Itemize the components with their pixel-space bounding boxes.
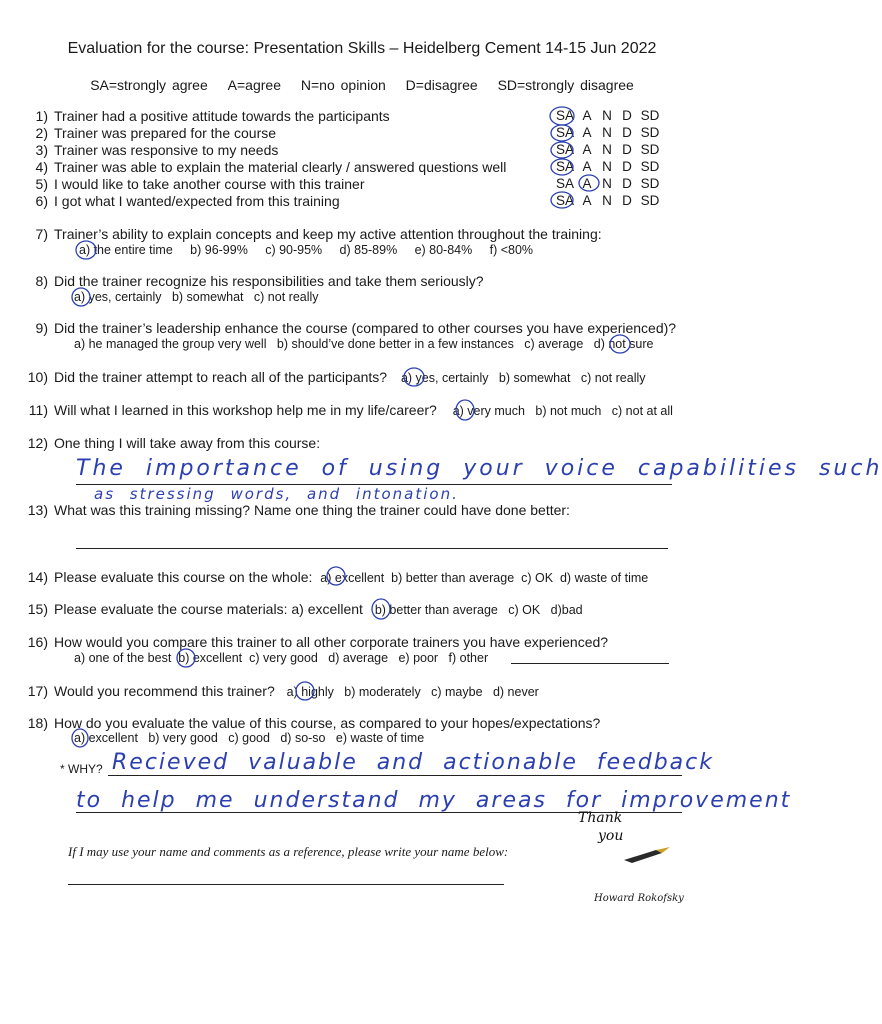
question-14: 14) Please evaluate this course on the whole: a) excellent b) better than average c) OK d) waste of time xyxy=(27,569,649,585)
answer-12-line-2: as stressing words, and intonation. xyxy=(94,485,459,503)
rating-scale-4: SA A N D SD xyxy=(555,159,660,174)
rating-scale-5: SA A N D SD xyxy=(555,176,660,191)
statement-4: 4) Trainer was able to explain the material clearly / answered questions well xyxy=(35,159,507,175)
rating-scale-6: SA A N D SD xyxy=(555,193,660,208)
statement-6: 6) I got what I wanted/expected from this training xyxy=(35,193,340,209)
answer-13-rule xyxy=(76,548,668,549)
question-16-options: a) one of the best b) excellent c) very good d) average e) poor f) other xyxy=(74,651,489,665)
question-7-options: a) the entire time b) 96-99% c) 90-95% d) 85-89% e) 80-84% f) <80% xyxy=(79,243,534,257)
question-10: 10) Did the trainer attempt to reach all of the participants? a) yes, certainly b) somewhat c) not really xyxy=(27,369,646,385)
legend-sa: SA=strongly agree xyxy=(90,77,208,93)
legend-d: D=disagree xyxy=(405,77,478,93)
reference-prompt: If I may use your name and comments as a reference, please write your name below: xyxy=(68,844,509,859)
fountain-pen-icon xyxy=(622,846,672,869)
question-12: 12) One thing I will take away from this course: xyxy=(27,435,321,451)
legend-a: A=agree xyxy=(227,77,281,93)
question-13: 13) What was this training missing? Name one thing the trainer could have done better: xyxy=(27,502,570,518)
question-8: 8) Did the trainer recognize his responsibilities and take them seriously? xyxy=(35,273,484,289)
rating-scale-3: SA A N D SD xyxy=(555,142,660,157)
question-9-options: a) he managed the group very well b) should’ve done better in a few instances c) average d) not sure xyxy=(74,337,654,351)
legend-n: N=no opinion xyxy=(300,77,386,93)
trainer-signature: Howard Rokofsky xyxy=(594,893,684,904)
rating-scale-1: SA A N D SD xyxy=(555,108,660,123)
rating-legend xyxy=(0,77,724,93)
answer-12-line-1: The importance of using your voice capabilities such xyxy=(76,456,882,481)
statement-5: 5) I would like to take another course with this trainer xyxy=(35,176,365,192)
question-17: 17) Would you recommend this trainer? a) highly b) moderately c) maybe d) never xyxy=(27,683,539,699)
question-8-options: a) yes, certainly b) somewhat c) not really xyxy=(74,290,319,304)
question-9: 9) Did the trainer’s leadership enhance the course (compared to other courses you have experienced)? xyxy=(35,320,677,336)
question-15: 15) Please evaluate the course materials: a) excellent b) better than average c) OK d)bad xyxy=(27,601,583,617)
thank-you-line-1: Thank xyxy=(578,810,623,826)
why-answer-line-1: Recieved valuable and actionable feedback xyxy=(112,750,714,775)
legend-sd: SD=strongly disagree xyxy=(497,77,634,93)
question-18-options: a) excellent b) very good c) good d) so-so e) waste of time xyxy=(74,731,425,745)
form-title: Evaluation for the course: Presentation Skills – Heidelberg Cement 14-15 Jun 2022 xyxy=(67,40,657,57)
thank-you-line-2: you xyxy=(598,828,624,844)
why-rule-1 xyxy=(108,775,682,776)
question-7: 7) Trainer’s ability to explain concepts and keep my active attention throughout the training: xyxy=(35,226,602,242)
statement-1: 1) Trainer had a positive attitude towards the participants xyxy=(35,108,390,124)
question-16: 16) How would you compare this trainer to all other corporate trainers you have experienced? xyxy=(27,634,609,650)
other-rule xyxy=(511,663,669,664)
question-11: 11) Will what I learned in this workshop help me in my life/career? a) very much b) not much c) not at all xyxy=(28,402,673,418)
question-18: 18) How do you evaluate the value of this course, as compared to your hopes/expectations? xyxy=(27,715,601,731)
reference-name-rule xyxy=(68,884,504,885)
why-label: * WHY? xyxy=(60,762,103,776)
statement-2: 2) Trainer was prepared for the course xyxy=(35,125,277,141)
statement-3: 3) Trainer was responsive to my needs xyxy=(35,142,279,158)
rating-scale-2: SA A N D SD xyxy=(555,125,660,140)
why-answer-line-2: to help me understand my areas for improvement xyxy=(76,788,792,813)
